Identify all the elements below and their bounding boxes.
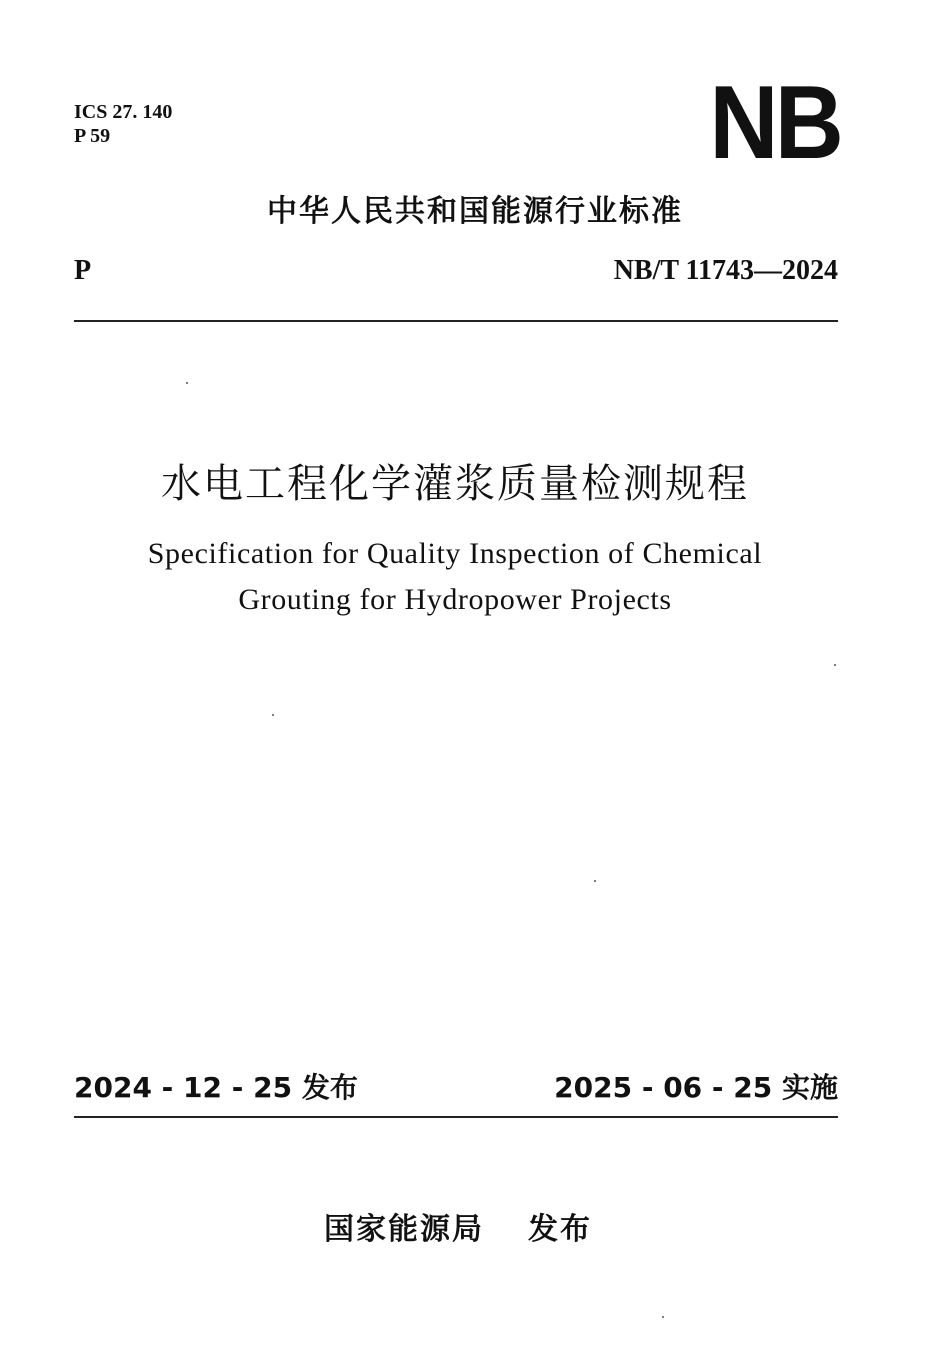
scan-speck: [594, 880, 596, 882]
standard-number: NB/T 11743—2024: [613, 255, 838, 286]
implementation-date: 2025 - 06 - 25 实施: [554, 1071, 838, 1104]
ccs-code: P 59: [74, 125, 111, 147]
issue-date: 2024 - 12 - 25 发布: [74, 1071, 358, 1104]
title-english-line-1: Specification for Quality Inspection of Chemical: [147, 537, 763, 570]
category-code: P: [74, 255, 92, 286]
bottom-divider: [74, 1116, 838, 1118]
nb-logo: NB: [709, 65, 840, 181]
scan-speck: [662, 1316, 664, 1318]
ics-code: ICS 27. 140: [74, 101, 173, 123]
scan-speck: [272, 714, 274, 716]
scan-speck: [186, 382, 188, 384]
publish-label: 发布: [528, 1212, 592, 1247]
standard-organization: 中华人民共和国能源行业标准: [267, 194, 683, 229]
title-english-line-2: Grouting for Hydropower Projects: [238, 583, 672, 616]
title-chinese: 水电工程化学灌浆质量检测规程: [161, 461, 749, 507]
top-divider: [74, 320, 838, 322]
scan-speck: [834, 664, 836, 666]
publisher-name: 国家能源局: [324, 1212, 484, 1247]
